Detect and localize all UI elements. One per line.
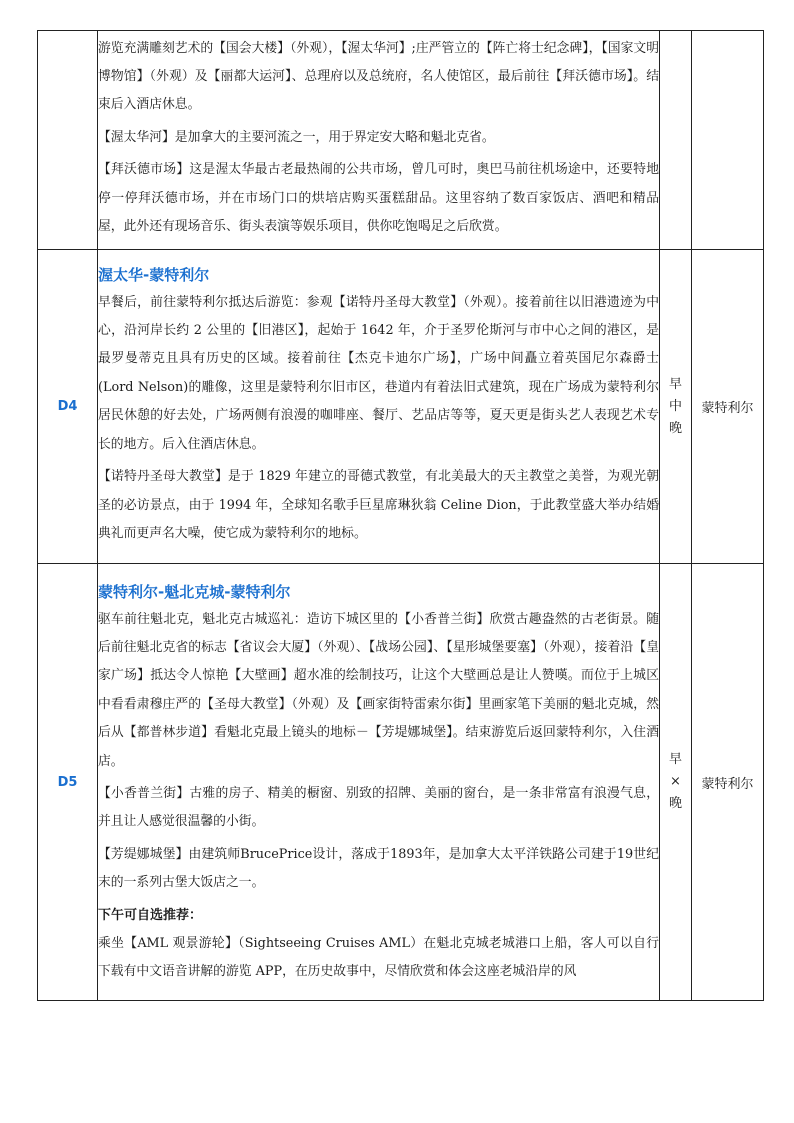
paragraph: 早餐后，前往蒙特利尔抵达后游览：参观【诺特丹圣母大教堂】（外观）。接着前往以旧港遗迹为中心，沿河岸长约 2 公里的【旧港区】，起始于 1642 年，介于圣罗伦斯河与市中心之间的港区，是最罗曼蒂克且具有历史的区域。接着前往【杰克卡迪尔广场】，广场中间矗立着英国尼尔森爵士(Lord Nelson)的雕像，这里是蒙特利尔旧市区，巷道内有着法旧式建筑，现在广场成为蒙特利尔居民休憩的好去处，广场两侧有浪漫的咖啡座、餐厅、艺品店等等，夏天更是街头艺人表现艺术专长的地方。后入住酒店休息。 xyxy=(98,294,659,452)
paragraph: 【诺特丹圣母大教堂】是于 1829 年建立的哥德式教堂，有北美最大的天主教堂之美誉，为观光朝圣的必访景点，由于 1994 年，全球知名歌手巨星席琳狄翁 Celine Dion，于此教堂盛大举办结婚典礼而更声名大噪，使它成为蒙特利尔的地标。 xyxy=(98,469,659,541)
hotel-cell: 蒙特利尔 xyxy=(692,250,764,564)
paragraph: 游览充满雕刻艺术的【国会大楼】（外观），【渥太华河】;庄严管立的【阵亡将士纪念碑】，【国家文明博物馆】（外观）及【丽都大运河】、总理府以及总统府，名人使馆区，最后前往【拜沃德市场】。结束后入酒店休息。 xyxy=(98,40,659,113)
meal-dinner: 晚 xyxy=(668,796,682,811)
paragraph: 【渥太华河】是加拿大的主要河流之一，用于界定安大略和魁北克省。 xyxy=(98,129,495,145)
itinerary-row-d4 xyxy=(38,250,764,564)
meal-dinner: 晚 xyxy=(668,420,682,436)
meals-cell xyxy=(660,250,692,564)
meal-lunch: 中 xyxy=(668,398,682,414)
meals-cell xyxy=(660,564,692,1001)
itinerary-row-d3-continued xyxy=(38,31,764,250)
paragraph: 【小香普兰街】古雅的房子、精美的橱窗、别致的招牌、美丽的窗台，是一条非常富有浪漫气息，并且让人感觉很温馨的小街。 xyxy=(98,786,659,830)
paragraph: 驱车前往魁北克，魁北克古城巡礼：造访下城区里的【小香普兰街】欣赏古趣盎然的古老街景。随后前往魁北克省的标志【省议会大厦】（外观）、【战场公园】、【星形城堡要塞】（外观），接着沿【皇家广场】抵达令人惊艳【大壁画】超水准的绘制技巧，让这个大壁画总是让人赞嘆。而位于上城区中看看肃穆庄严的【圣母大教堂】（外观）及【画家街特雷索尔街】里画家笔下美丽的魁北克城，然后从【都普林步道】看魁北克最上镜头的地标－【芳堤娜城堡】。结束游览后返回蒙特利尔，入住酒店。 xyxy=(98,611,659,769)
paragraph: 乘坐【AML 观景游轮】（Sightseeing Cruises AML）在魁北克城老城港口上船，客人可以自行下载有中文语音讲解的游览 APP，在历史故事中，尽情欣赏和体会这座老城沿岸的风 xyxy=(98,935,659,980)
day-cell: D5 xyxy=(38,564,98,1001)
day-title: 蒙特利尔-魁北克城-蒙特利尔 xyxy=(98,582,291,601)
description-cell xyxy=(98,250,660,564)
description-cell xyxy=(98,564,660,1001)
meals-cell xyxy=(660,31,692,250)
meal-lunch: × xyxy=(670,774,681,789)
paragraph: 【拜沃德市场】这是渥太华最古老最热闹的公共市场，曾几可时，奥巴马前往机场途中，还要特地停一停拜沃德市场，并在市场门口的烘培店购买蛋糕甜品。这里容纳了数百家饭店、酒吧和精品屋，此外还有现场音乐、街头表演等娱乐项目，供你吃饱喝足之后欣赏。 xyxy=(98,162,659,235)
meal-breakfast: 早 xyxy=(668,752,682,767)
paragraph: 【芳缇娜城堡】由建筑师BrucePrice设计，落成于1893年，是加拿大太平洋铁路公司建于19世纪末的一系列古堡大饭店之一。 xyxy=(98,846,659,891)
meal-breakfast: 早 xyxy=(668,376,682,392)
day-title: 渥太华-蒙特利尔 xyxy=(98,265,210,284)
itinerary-table xyxy=(37,30,764,1001)
hotel-cell xyxy=(692,31,764,250)
day-cell xyxy=(38,31,98,250)
itinerary-row-d5 xyxy=(38,564,764,1001)
description-cell xyxy=(98,31,660,250)
day-cell: D4 xyxy=(38,250,98,564)
hotel-cell: 蒙特利尔 xyxy=(692,564,764,1001)
optional-subheading: 下午可自选推荐： xyxy=(98,907,203,923)
